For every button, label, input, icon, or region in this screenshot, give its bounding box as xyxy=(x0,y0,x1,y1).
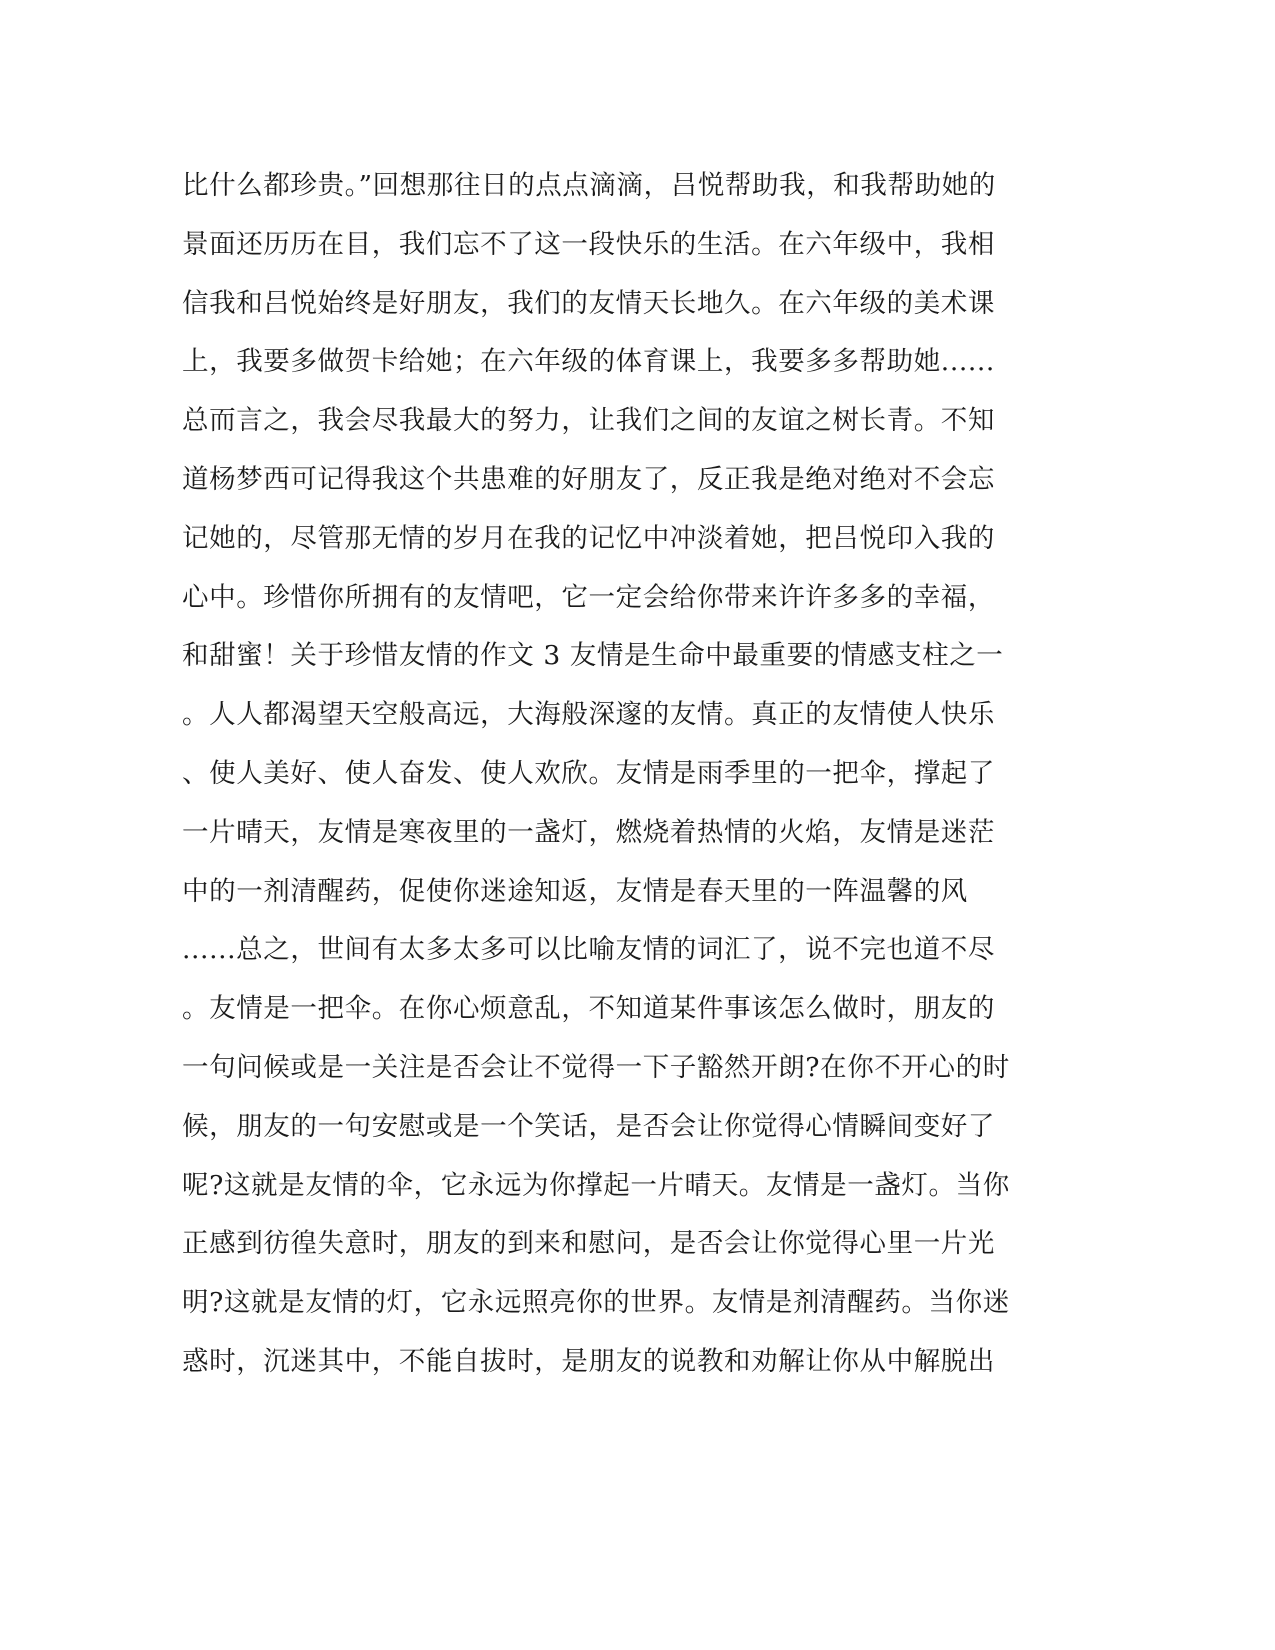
body-text xyxy=(182,157,1082,1392)
text-line: 中的一剂清醒药，促使你迷途知返，友情是春天里的一阵温馨的风 xyxy=(182,875,968,907)
text-line: ......总之，世间有太多太多可以比喻友情的词汇了，说不完也道不尽 xyxy=(182,934,995,966)
text-line: 信我和吕悦始终是好朋友，我们的友情天长地久。在六年级的美术课 xyxy=(182,287,995,319)
text-line: 道杨梦西可记得我这个共患难的好朋友了，反正我是绝对绝对不会忘 xyxy=(182,463,995,495)
text-line: 和甜蜜！关于珍惜友情的作文 3 友情是生命中最重要的情感支柱之一 xyxy=(182,640,1004,672)
text-line: 记她的，尽管那无情的岁月在我的记忆中冲淡着她，把吕悦印入我的 xyxy=(182,522,995,554)
text-line: 候，朋友的一句安慰或是一个笑话，是否会让你觉得心情瞬间变好了 xyxy=(182,1110,995,1142)
text-line: 惑时，沉迷其中，不能自拔时，是朋友的说教和劝解让你从中解脱出 xyxy=(182,1345,995,1377)
text-line: 。友情是一把伞。在你心烦意乱，不知道某件事该怎么做时，朋友的 xyxy=(182,993,995,1025)
text-line: 、使人美好、使人奋发、使人欢欣。友情是雨季里的一把伞，撑起了 xyxy=(182,757,995,789)
text-line: 景面还历历在目，我们忘不了这一段快乐的生活。在六年级中，我相 xyxy=(182,228,995,260)
text-line: 比什么都珍贵。”回想那往日的点点滴滴，吕悦帮助我，和我帮助她的 xyxy=(182,170,996,201)
text-line: 一片晴天，友情是寒夜里的一盏灯，燃烧着热情的火焰，友情是迷茫 xyxy=(182,816,995,848)
text-line: 心中。珍惜你所拥有的友情吧，它一定会给你带来许许多多的幸福， xyxy=(182,581,995,613)
text-line: 正感到彷徨失意时，朋友的到来和慰问，是否会让你觉得心里一片光 xyxy=(182,1228,995,1260)
text-line: 明?这就是友情的灯，它永远照亮你的世界。友情是剂清醒药。当你迷 xyxy=(182,1287,1010,1319)
text-line: 呢?这就是友情的伞，它永远为你撑起一片晴天。友情是一盏灯。当你 xyxy=(182,1169,1010,1201)
text-line: 一句问候或是一关注是否会让不觉得一下子豁然开朗?在你不开心的时 xyxy=(182,1051,1010,1083)
text-line: 上，我要多做贺卡给她；在六年级的体育课上，我要多多帮助她...... xyxy=(182,346,995,378)
text-line: 。人人都渴望天空般高远，大海般深邃的友情。真正的友情使人快乐 xyxy=(182,699,995,731)
text-line: 总而言之，我会尽我最大的努力，让我们之间的友谊之树长青。不知 xyxy=(182,405,995,437)
